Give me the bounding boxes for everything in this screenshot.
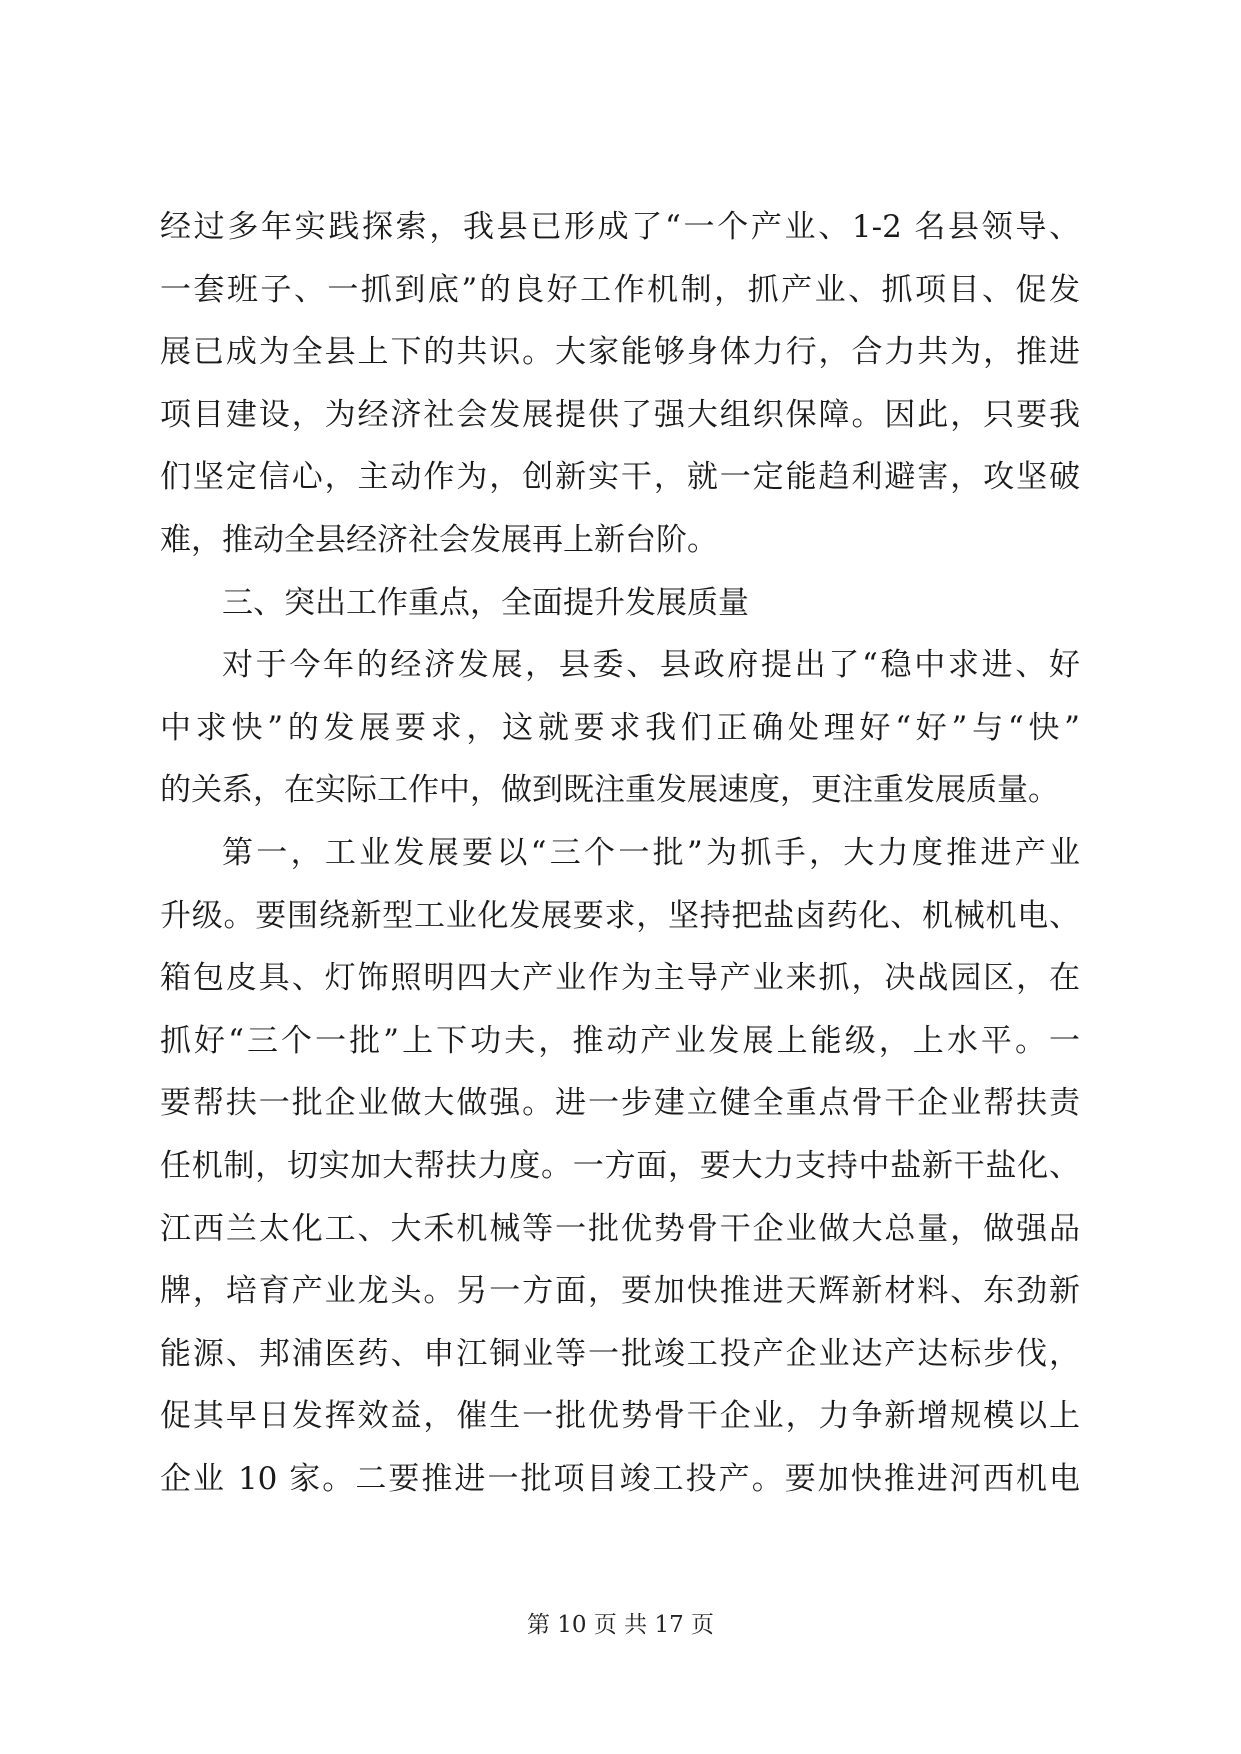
text-line: 一套班子、一抓到底”的良好工作机制，抓产业、抓项目、促发 <box>160 271 1080 308</box>
text-line: 能源、邦浦医药、申江铜业等一批竣工投产企业达产达标步伐， <box>160 1335 1080 1372</box>
text-line: 第一，工业发展要以“三个一批”为抓手，大力度推进产业 <box>222 834 1080 871</box>
text-line: 展已成为全县上下的共识。大家能够身体力行，合力共为，推进 <box>160 334 1080 371</box>
text-line: 升级。要围绕新型工业化发展要求，坚持把盐卤药化、机械机电、 <box>160 897 1080 934</box>
text-line: 经过多年实践探索，我县已形成了“一个产业、1-2 名县领导、 <box>160 209 1080 245</box>
text-line: 江西兰太化工、大禾机械等一批优势骨干企业做大总量，做强品 <box>160 1210 1080 1247</box>
text-line: 抓好“三个一批”上下功夫，推动产业发展上能级，上水平。一 <box>160 1022 1080 1059</box>
text-line: 牌，培育产业龙头。另一方面，要加快推进天辉新材料、东劲新 <box>160 1273 1080 1310</box>
text-line: 的关系，在实际工作中，做到既注重发展速度，更注重发展质量。 <box>160 772 1059 809</box>
text-line: 三、突出工作重点，全面提升发展质量 <box>222 584 749 621</box>
text-line: 任机制，切实加大帮扶力度。一方面，要大力支持中盐新干盐化、 <box>160 1147 1080 1184</box>
page-number-footer: 第 10 页 共 17 页 <box>526 1612 715 1638</box>
text-line: 对于今年的经济发展，县委、县政府提出了“稳中求进、好 <box>222 647 1080 684</box>
text-line: 要帮扶一批企业做大做强。进一步建立健全重点骨干企业帮扶责 <box>160 1085 1080 1122</box>
text-line: 项目建设，为经济社会发展提供了强大组织保障。因此，只要我 <box>160 396 1080 433</box>
text-line: 企业 10 家。二要推进一批项目竣工投产。要加快推进河西机电 <box>160 1460 1080 1497</box>
text-line: 箱包皮具、灯饰照明四大产业作为主导产业来抓，决战园区，在 <box>160 960 1080 997</box>
text-line: 们坚定信心，主动作为，创新实干，就一定能趋利避害，攻坚破 <box>160 459 1080 496</box>
text-line: 促其早日发挥效益，催生一批优势骨干企业，力争新增规模以上 <box>160 1398 1080 1435</box>
text-line: 难，推动全县经济社会发展再上新台阶。 <box>160 521 718 558</box>
text-line: 中求快”的发展要求，这就要求我们正确处理好“好”与“快” <box>160 709 1080 746</box>
document-body <box>160 196 1080 1510</box>
